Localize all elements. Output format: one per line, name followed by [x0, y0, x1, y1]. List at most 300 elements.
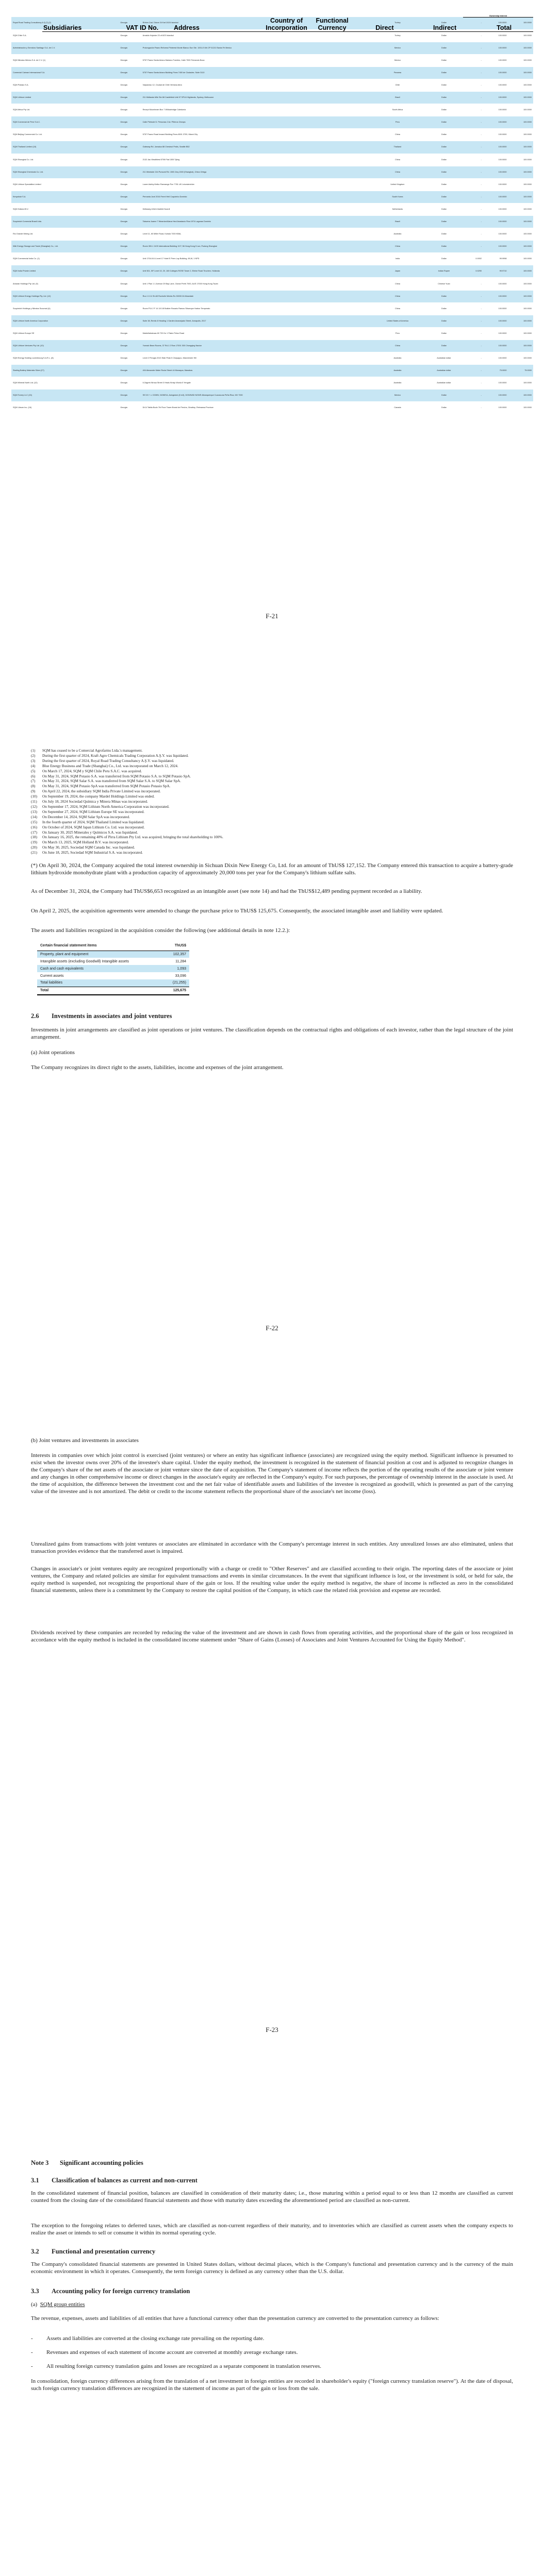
translation-intro-paragraph: The revenue, expenses, assets and liabilities of all entities that have a functional currency other than the presentation currency are converted to the presentation currency as follows:	[31, 2315, 439, 2321]
cell-direct: -	[463, 79, 483, 91]
cell-country: Thailand	[370, 141, 425, 154]
cell-item: Total liabilities	[37, 979, 163, 987]
cell-direct: -	[463, 389, 483, 402]
cell-total: 75.0000	[508, 365, 533, 377]
cell-total: 100.0000	[508, 377, 533, 389]
table-row	[11, 377, 533, 389]
cell-direct: -	[463, 327, 483, 340]
cell-name: Wiki Energy Storage and Trade (Shanghai) Co., Ltd.	[11, 241, 119, 253]
footnote-text: On May 30, 2025, Sociedad SQM Canada Inc. was liquidated.	[42, 845, 135, 850]
footnote	[31, 784, 513, 789]
page-f22	[0, 703, 544, 1406]
cell-currency: Dollar	[425, 216, 463, 228]
footnote-key: (4)	[31, 764, 36, 768]
cell-country: Mexico	[370, 42, 425, 54]
cell-item: Current assets	[40, 974, 64, 978]
joint-arrangements-paragraph: Investments in joint arrangements are classified as joint operations or joint ventures. The classification depends on the contractual rights and obligations of each investor, rather than the legal structure of the joint arrangement.	[31, 1027, 513, 1040]
cell-vat: Georgia	[119, 104, 141, 116]
footnote	[31, 805, 513, 810]
cell-direct: -	[463, 290, 483, 302]
cell-total: 100.0000	[508, 191, 533, 203]
cell-value: 102,357	[163, 951, 189, 958]
footnote-text: On March 17, 2024, SQM y SQM Chile Peru S.A.C. was acquired.	[42, 769, 142, 773]
cell-country: United States of America	[370, 315, 425, 327]
cell-indirect: 100.0000	[483, 191, 508, 203]
subsection-title: SQM group entities	[40, 2301, 85, 2308]
cell-country: United Kingdom	[370, 178, 425, 191]
bullet-dash: -	[31, 2335, 33, 2342]
footnote-key: (7)	[31, 779, 36, 784]
cell-address: Room P14 2 F 14 18 1/8 Builder Rosario Ramos Silvanque Harbor Temperato	[141, 302, 370, 315]
acquisition-assets-body	[37, 951, 189, 987]
cell-currency: Australian dollar	[425, 377, 463, 389]
footnote-key: (11)	[31, 800, 37, 804]
cell-vat: Georgia	[119, 278, 141, 290]
cell-total: 100.0000	[508, 141, 533, 154]
cell-currency: Dollar	[425, 191, 463, 203]
cell-direct: -	[463, 116, 483, 129]
cell-currency: Dollar	[425, 129, 463, 141]
cell-vat: Georgia	[119, 265, 141, 278]
cell-direct: -	[463, 104, 483, 116]
cell-direct: -	[463, 302, 483, 315]
table-row	[37, 965, 189, 972]
cell-direct: -	[463, 54, 483, 66]
cell-direct: -	[463, 42, 483, 54]
cell-item: Property, plant and equipment	[37, 951, 163, 958]
cell-currency: Indian Rupee	[425, 265, 463, 278]
cell-country: Netherlands	[370, 203, 425, 215]
cell-address: Level 11, 60 Miller Road, Kuhala 7000 KBAL	[141, 228, 370, 241]
cell-direct: -	[463, 216, 483, 228]
cell-currency: Dollar	[425, 66, 463, 79]
section-title: Functional and presentation currency	[52, 2248, 156, 2255]
cell-total: 100.0000	[508, 402, 533, 414]
cell-item: Cash and cash equivalents	[37, 965, 163, 972]
indirect-header: Indirect	[415, 17, 475, 32]
cell-address: Calle Pietrode D. Personas 2 Av. Piñeros Cheaps	[141, 116, 370, 129]
footnote-text: During the first quarter of 2024, Kraft Agro Chemicals Trading Corporation A.Ş.Y. was liquidated.	[42, 753, 189, 758]
footnote	[31, 749, 513, 754]
cell-name: SQM Shanghai Chemicals Co. Ltd.	[11, 166, 119, 178]
footnote	[31, 835, 513, 840]
cell-total: 100.0000	[508, 104, 533, 116]
cell-name: SQM Lithium North America Corporation	[11, 315, 119, 327]
cell-currency: Dollar	[425, 154, 463, 166]
footnote-key: (18)	[31, 835, 37, 840]
cell-currency: Dollar	[425, 17, 463, 29]
cell-address: Dr14 Tablia Budn 7th Floor Tower Brand de Peruha, Ginaltop, Reimansa Province	[141, 402, 370, 414]
cell-total: 100.0000	[508, 340, 533, 352]
cell-indirect: 100.0000	[483, 178, 508, 191]
fa-item-header: Certain financial statement items	[37, 941, 163, 951]
cell-indirect: 100.0000	[483, 29, 508, 42]
cell-name: SQM Energy Holding Luxembourg S.A.R.L. (8)	[11, 352, 119, 365]
cell-total: 100.0000	[508, 92, 533, 104]
cell-direct: -	[463, 203, 483, 215]
cell-vat: Georgia	[119, 191, 141, 203]
footnote	[31, 754, 513, 759]
cell-country: Australia	[370, 365, 425, 377]
cell-name: SQM Lithium Europe SE	[11, 327, 119, 340]
footnote	[31, 800, 513, 805]
cell-country: South Africa	[370, 104, 425, 116]
cell-vat: Georgia	[119, 290, 141, 302]
intangible-paragraph: As of December 31, 2024, the Company had ThUS$6,653 recognized as an intangible asset (see note 14) and had the ThUS$12,489 pending payment recorded as a liability.	[31, 888, 422, 894]
cell-address: Recept Moonbeam Box 7 Willowbridge Caledonia	[141, 104, 370, 116]
footnote	[31, 825, 513, 831]
dividends-paragraph: Dividends received by these companies are recorded by reducing the value of the investment and are shown in cash flows from operating activities, and the proportional share of the gain or loss recognized in accordance with the equity method is included in the consolidated income statement under "Share of Gains (Losses) of Associates and Joint Ventures Accounted for Using the Equity Method".	[31, 1630, 513, 1643]
cell-total: 100.0000	[508, 352, 533, 365]
footnote-key: (14)	[31, 815, 37, 819]
table-row	[11, 116, 533, 129]
cell-direct: -	[463, 92, 483, 104]
unrealized-gains-paragraph: Unrealized gains from transactions with joint ventures or associates are eliminated in accordance with the Company's percentage interest in such entities. Any unrealized losses are also eliminated, unless that transaction provides evidence that the transferred asset is impaired.	[31, 1541, 513, 1554]
table-row	[11, 302, 533, 315]
cell-name: SQM Beijing Commercial Co. Ltd.	[11, 129, 119, 141]
cell-indirect: 100.0000	[483, 79, 508, 91]
cell-country: Brazil	[370, 216, 425, 228]
cell-total: 100.0000	[508, 253, 533, 265]
footnote	[31, 831, 513, 836]
cell-indirect: 100.0000	[483, 327, 508, 340]
cell-indirect: 100.0000	[483, 116, 508, 129]
cell-vat: Georgia	[119, 352, 141, 365]
cell-vat: Georgia	[119, 42, 141, 54]
page-f21	[0, 0, 544, 703]
footnote	[31, 789, 513, 794]
section-number: 3.1	[31, 2177, 39, 2184]
cell-name: SQM Lithium Specialties Limited	[11, 178, 119, 191]
footnote-text: On May 31, 2024, SQM Potasio SpA was transferred from SQM Potasio Potasio SpA.	[42, 784, 171, 789]
cell-indirect: 100.0000	[483, 290, 508, 302]
cell-country: China	[370, 290, 425, 302]
cell-total: 100.0000	[508, 216, 533, 228]
table-row	[37, 958, 189, 965]
table-row	[11, 79, 533, 91]
cell-country: Mexico	[370, 54, 425, 66]
acquisition-assets-table	[37, 941, 189, 995]
cell-address: 211 Westside 244 Pursued Rd. 1500 Jinq 1500 (Shanghai), China Ortega	[141, 166, 370, 178]
acquisition-paragraph: (*) On April 30, 2024, the Company acquired the total interest ownership in Sichuan Dixin New Energy Co, Ltd. for an amount of ThUS$ 127,152. The Company entered this transaction to acquire a battery-grade lithium hydroxide monohydrate plant with a production capacity of approximately 20,000 tons per year for the Company's lithium sulfate salts.	[31, 862, 513, 876]
cell-country: China	[370, 129, 425, 141]
cell-total: 100.0000	[508, 327, 533, 340]
footnote-text: On May 31, 2024, SQM Potasio S.A. was transferred from SQM Potasio S.A. to SQM Potasio SpA.	[42, 774, 191, 778]
footnote-key: (12)	[31, 804, 37, 809]
table-row	[11, 141, 533, 154]
cell-indirect: 100.0000	[483, 17, 508, 29]
table-row	[11, 241, 533, 253]
cell-vat: Georgia	[119, 166, 141, 178]
cell-address: Unit 501, 5/F Level 10, 20, 180 Colleges ROSE Tower 2, Eleine Road Tiruchen, Hollanda	[141, 265, 370, 278]
subsection-key: (a)	[31, 2301, 38, 2308]
cell-indirect: 100.0000	[483, 228, 508, 241]
cell-vat: Georgia	[119, 241, 141, 253]
cell-vat: Georgia	[119, 377, 141, 389]
cell-indirect: 100.0000	[483, 352, 508, 365]
table-row	[11, 327, 533, 340]
cell-indirect: 75.0000	[483, 365, 508, 377]
cell-name: SQM Holland B.V.	[11, 203, 119, 215]
cell-name: SQM Comercial de Perú S.A.C.	[11, 116, 119, 129]
cell-country: Turkey	[370, 29, 425, 42]
cell-name: SQM Nitratos México S.A. de C.V. (1)	[11, 54, 119, 66]
cell-vat: Georgia	[119, 203, 141, 215]
cell-direct: -	[463, 365, 483, 377]
cell-currency: Dollar	[425, 290, 463, 302]
table-row	[11, 402, 533, 414]
cell-currency: Dollar	[425, 302, 463, 315]
footnote-key: (17)	[31, 830, 37, 835]
cell-name: Comercial Caiman Internacional S.A.	[11, 66, 119, 79]
subsidiaries-table-body	[11, 17, 533, 414]
cell-name: Rio Grande Mining Ltd.	[11, 228, 119, 241]
country-header: Country of Incorporation	[263, 17, 309, 32]
footnote-text: SQM has ceased to be a Comercial Agrofarms Ltda.'s management.	[42, 749, 143, 753]
cell-vat: Georgia	[119, 302, 141, 315]
classification-paragraph: In the consolidated statement of financial position, balances are classified in consideration of their maturity dates; i.e., those maturing within a period equal to or less than 12 months are classified as current counted from the closing date of the consolidated financial statements and those with maturity dates exceeding the aforementioned period are classified as non-current.	[31, 2190, 513, 2204]
cell-country: China	[370, 278, 425, 290]
exception-paragraph: The exception to the foregoing relates to deferred taxes, which are classified as non-current regardless of their maturity, and to inventories which are classified as current assets when the company expects to realize the asset or intends to sell or consume it within its normal operating cycle.	[31, 2223, 513, 2236]
cell-vat: Georgia	[119, 116, 141, 129]
cell-address: Marbellabstraas 60 720 Ho 1 Paten Pelos Road	[141, 327, 370, 340]
fa-value-header: ThUS$	[163, 941, 189, 951]
section-title: Accounting policy for foreign currency translation	[52, 2287, 190, 2295]
cell-address: Talavera Juame 7 Weardon/Alana Heol Anastacio Rica 1974 Lagunas Dominio	[141, 216, 370, 228]
table-row	[11, 203, 533, 215]
footnote-text: During the first quarter of 2024, Royal Road Trading Consultancy A.Ş.Y. was liquidated.	[42, 758, 174, 763]
cell-total: 100.0000	[508, 203, 533, 215]
cell-vat: Georgia	[119, 389, 141, 402]
note-3-heading	[31, 2159, 143, 2167]
footnote	[31, 769, 513, 774]
cell-currency: Dollar	[425, 104, 463, 116]
cell-address: 5757 Paseo Santa Ariano Mariano Fuentes, Calle 7000 Fernando Boca	[141, 54, 370, 66]
cell-country: Australia	[370, 352, 425, 365]
cell-total: 100.0000	[508, 302, 533, 315]
subsidiaries-table	[11, 13, 533, 415]
fa-total-value: 125,675	[163, 987, 189, 995]
cell-currency: Dollar	[425, 116, 463, 129]
footnote	[31, 851, 513, 856]
cell-address: 5757 Paseo Road Inward Building Fines 8001 3709, Miami City	[141, 129, 370, 141]
equity-changes-paragraph: Changes in associate's or joint ventures equity are recognized proportionally with a charge or credit to "Other Reserves" and are classified according to their origin. The reporting dates of the associate or joint ventures, the Company and related policies are similar for equivalent transactions and events in similar circumstances. In the event that significant influence is lost, or the investment is sold, or held for sale, the equity method is suspended, not recognizing the proportional share of the gain or loss. If the resulting value under the equity method is negative, the share of income is reflected as zero in the consolidated financial statements, unless there is a commitment by the Company to restore the capital position of the Company, in which case the related risk provision and expense are recorded.	[31, 1566, 513, 1594]
cell-value: 11,284	[175, 959, 186, 963]
table-row	[11, 154, 533, 166]
bullet-text: All resulting foreign currency translation gains and losses are recognized as a separate component in translation reserves.	[46, 2363, 322, 2369]
table-row	[11, 340, 533, 352]
cell-direct: -	[463, 141, 483, 154]
cell-currency: Dollar	[425, 141, 463, 154]
cell-country: Chile	[370, 79, 425, 91]
table-row	[11, 290, 533, 302]
cell-address: Yunnab Bean Rooms, 37 Rd-1 2 Row 17001 300 Chongqing Nacion	[141, 340, 370, 352]
cell-direct: -	[463, 228, 483, 241]
cell-currency: Dollar	[425, 79, 463, 91]
cell-total: 100.0000	[508, 166, 533, 178]
cell-currency: Dollar	[425, 166, 463, 178]
footnote-text: Blue Energy Business and Trade (Shanghai) Co., Ltd. was incorporated on March 12, 2024.	[42, 764, 178, 768]
amendment-paragraph: On April 2, 2025, the acquisition agreements were amended to change the purchase price to ThUS$ 125,675. Consequently, the associated intangible asset and liability were updated.	[31, 908, 443, 914]
cell-country: Brazil	[370, 92, 425, 104]
cell-currency: Dollar	[425, 228, 463, 241]
cell-name: SQM Liteum Inc. (16)	[11, 402, 119, 414]
cell-address: Valparaíso 12, Ciudad de Chile Ventana Abra	[141, 79, 370, 91]
cell-address: Suite 38, Rentlo 8 Heading 1 Garden Anaranjado Street, Annapolis, 2017	[141, 315, 370, 327]
cell-country: China	[370, 340, 425, 352]
footnote-key: (8)	[31, 784, 36, 789]
ownership-interest-header: Ownership Interest	[463, 13, 533, 17]
footnote-text: On December 14, 2024, SQM Salar SpA was incorporated.	[42, 815, 130, 819]
cell-vat: Georgia	[119, 340, 141, 352]
cell-indirect: 100.0000	[483, 54, 508, 66]
cell-country: Panama	[370, 66, 425, 79]
cell-address: 211 Midlands Mile Ste 68 Castlefield Unit 97 SPU4 Highlands, Sydney, Melbourne	[141, 92, 370, 104]
cell-indirect: 100.0000	[483, 340, 508, 352]
bullet-text: Revenues and expenses of each statement of income account are converted at monthly average exchange rates.	[46, 2349, 298, 2355]
footnote-key: (2)	[31, 753, 36, 758]
cell-name: SQM Africa Pty Ltd.	[11, 104, 119, 116]
section-title: Investments in associates and joint ventures	[52, 1012, 172, 1020]
cell-name: SQM Potasio S.A.	[11, 79, 119, 91]
cell-direct: -	[463, 154, 483, 166]
table-row	[11, 389, 533, 402]
page-number: F-21	[266, 612, 278, 620]
cell-vat: Georgia	[119, 178, 141, 191]
footnote-key: (15)	[31, 820, 37, 824]
cell-indirect: 100.0000	[483, 402, 508, 414]
cell-name: SQM Shanghai Co. Ltd.	[11, 154, 119, 166]
cell-name: SQM Commercial India Co. (1)	[11, 253, 119, 265]
cell-name: Administración y Servicios Santiago S.A. de C.V.	[11, 42, 119, 54]
cell-name: SQM India Private Limited	[11, 265, 119, 278]
cell-total: 100.0000	[508, 129, 533, 141]
table-row	[11, 104, 533, 116]
cell-direct: 0.0002	[463, 253, 483, 265]
cell-name: SQM Lithium Limited	[11, 92, 119, 104]
table-row	[11, 352, 533, 365]
cell-total: 100.0000	[508, 42, 533, 54]
footnote-text: On January 30, 2025 Minerales y Químicos S.A. was liquidated.	[42, 830, 138, 835]
direct-header: Direct	[355, 17, 415, 32]
cell-currency: Dollar	[425, 327, 463, 340]
footnote-key: (21)	[31, 851, 37, 855]
cell-address: Unit 1 Plan 1 1 Avenue 29 Bay Lane, Ocean Perth 7000, AUS 17000 Hong Kong Tsuen	[141, 278, 370, 290]
bullet-text: Assets and liabilities are converted at the closing exchange rate prevailing on the reporting date.	[46, 2335, 265, 2342]
cell-direct: -	[463, 352, 483, 365]
cell-indirect: 100.0000	[483, 315, 508, 327]
footnote	[31, 820, 513, 825]
cell-indirect: 100.0000	[483, 141, 508, 154]
cell-name: SQM Lithium Ventures Pty Ltd. (10)	[11, 340, 119, 352]
cell-total: 100.0000	[508, 54, 533, 66]
cell-total: 100.0000	[508, 315, 533, 327]
page-number: F-22	[266, 1324, 278, 1332]
cell-indirect: 100.0000	[483, 129, 508, 141]
section-number: 3.3	[31, 2287, 39, 2295]
cell-name: Royal Road Trading Consultancy A.Ş.(7),(2)	[11, 17, 119, 29]
cell-vat: Georgia	[119, 228, 141, 241]
cell-country: Japan	[370, 265, 425, 278]
cell-vat: Georgia	[119, 327, 141, 340]
cell-address: Prolongación Paseo Reforma Pinterest Monte Blanco Sun Ste. 1001-E 6th CP 01210 Santa Fé Mexico	[141, 42, 370, 54]
footnotes-list	[31, 749, 513, 856]
cell-item: Intangible assets (excluding Goodwill) Intangible assets	[40, 959, 129, 963]
table-row	[11, 166, 533, 178]
cell-currency: Dollar	[425, 29, 463, 42]
table-row	[37, 951, 189, 958]
total-header: Total	[475, 17, 533, 32]
footnote-key: (6)	[31, 774, 36, 778]
footnote-text: On March 13, 2025, SQM Holland B.V. was incorporated.	[42, 840, 129, 845]
table-row	[11, 315, 533, 327]
fa-total-label: Total	[37, 987, 163, 995]
vat-header: VAT ID No.	[125, 17, 173, 32]
cell-vat: Georgia	[119, 402, 141, 414]
cell-currency: Dollar	[425, 253, 463, 265]
cell-name: SQM Chile S.A.	[11, 29, 119, 42]
page-f23	[0, 1406, 544, 2110]
cell-vat: Georgia	[119, 79, 141, 91]
cell-name: Soquimich Holdings y Nitratos Sucursal (A)	[11, 302, 119, 315]
cell-country: Canada	[370, 402, 425, 414]
cell-vat: Georgia	[119, 365, 141, 377]
cell-name: SQM Lithium Energy Holdings Pty. Ltd. (12)	[11, 290, 119, 302]
cell-indirect: 100.0000	[483, 92, 508, 104]
currency-header: Functional Currency	[309, 17, 355, 32]
section-3-3-heading	[31, 2287, 190, 2295]
subsidiaries-header: Subsidiaries	[42, 17, 125, 32]
cell-indirect: 100.0000	[483, 203, 508, 215]
cell-name: Soquimich Comercial Brasil Ltda.	[11, 216, 119, 228]
cell-vat: Georgia	[119, 253, 141, 265]
cell-total: 100.0000	[508, 228, 533, 241]
cell-vat: Georgia	[119, 129, 141, 141]
cell-indirect: 100.0000	[483, 104, 508, 116]
cell-country: China	[370, 241, 425, 253]
cell-indirect: 99.9710	[483, 265, 508, 278]
cell-currency: Australian dollar	[425, 365, 463, 377]
cell-name: Arkaran Holdings Pty Ltd. (9)	[11, 278, 119, 290]
cell-value: (21,255)	[163, 979, 189, 987]
table-row	[11, 265, 533, 278]
cell-currency: Dollar	[425, 203, 463, 215]
footnote-key: (1)	[31, 749, 36, 753]
cell-address: Arnaldo Hojecke 23 of 8/23 Istanbul	[141, 29, 370, 42]
page-number: F-23	[266, 2026, 278, 2033]
cell-address: S9 5:5 + x. DOWN, NOWE/A, Asingstore (8 m3), DOWN/6D NOWE Albanquerque Cuzzacuna Peña Rica, MX 7000	[141, 389, 370, 402]
section-number: 2.6	[31, 1012, 39, 1020]
cell-address: Lower Ashby Mellor Ramrange Pon 7781 UK Leicestershire	[141, 178, 370, 191]
address-header: Address	[173, 17, 263, 32]
currency-paragraph: The Company's consolidated financial statements are presented in United States dollars, without decimal places, which is the Company's functional and presentation currency and is the currency of the main economic environment in which it operates. Consequently, the term foreign currency is defined as any currency other than the U.S. dollar.	[31, 2261, 513, 2275]
cell-total: 100.0000	[508, 278, 533, 290]
table-row	[11, 278, 533, 290]
bullet-item	[31, 2363, 513, 2370]
sqm-group-entities-heading	[31, 2301, 85, 2308]
cell-currency: Dollar	[425, 54, 463, 66]
cell-address: Level 2 Perugia 2013 Stab Peak 5 Chayappu, Manchester Hill	[141, 352, 370, 365]
cell-vat: Georgia	[119, 29, 141, 42]
cell-indirect: 99.9998	[483, 253, 508, 265]
cell-address: 2132 Jau Wealthiest 5798 Flat 1305 Tyling	[141, 154, 370, 166]
cell-value: 1,093	[163, 965, 189, 972]
cell-indirect: 100.0000	[483, 66, 508, 79]
cell-direct: -	[463, 315, 483, 327]
footnote	[31, 815, 513, 820]
cell-currency: Dollar	[425, 178, 463, 191]
cell-indirect: 100.0000	[483, 389, 508, 402]
